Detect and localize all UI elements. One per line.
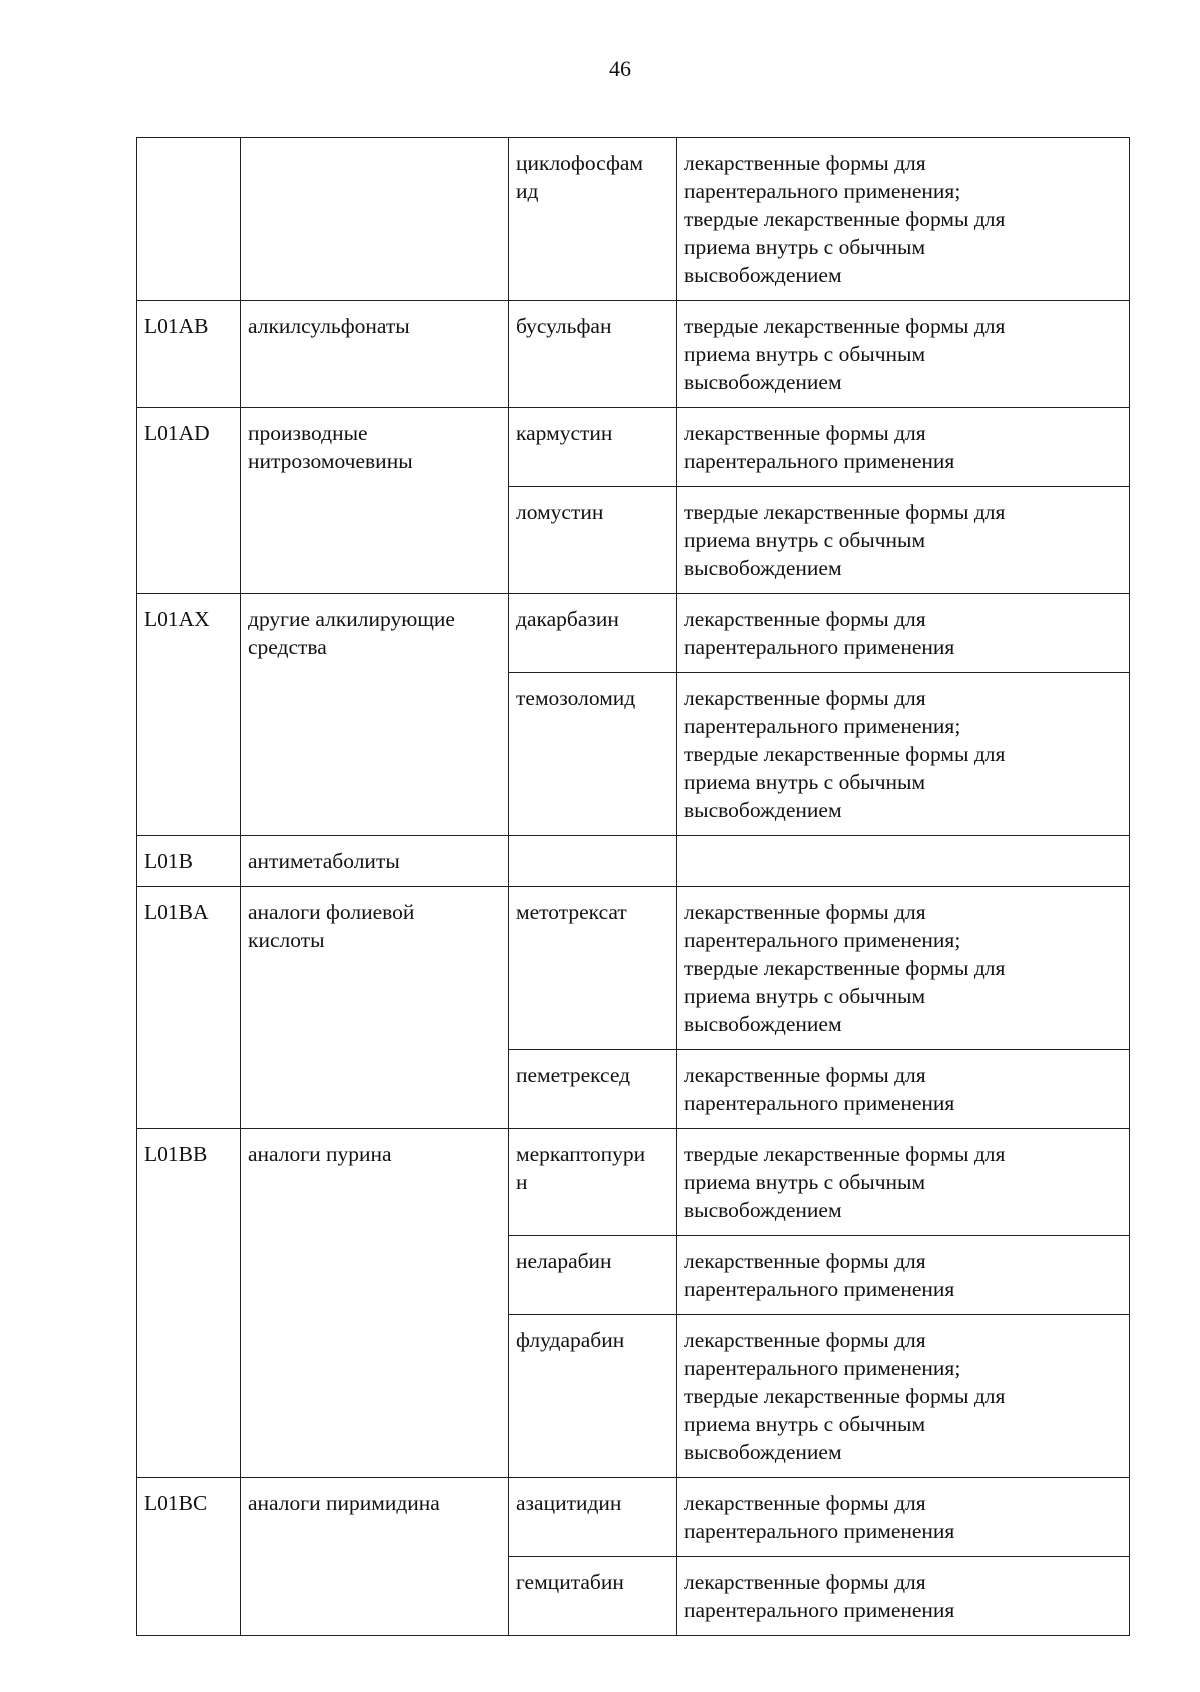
group-cell xyxy=(241,836,509,887)
dosage-form-line: парентерального применения xyxy=(684,1277,955,1301)
dosage-form-line: парентерального применения xyxy=(684,1091,955,1115)
drug-name-line: ломустин xyxy=(516,500,604,524)
dosage-forms-cell xyxy=(677,408,1130,487)
dosage-form-line: твердые лекарственные формы для xyxy=(684,742,1006,766)
atc-code-cell: L01BC xyxy=(137,1478,241,1636)
group-cell xyxy=(241,1478,509,1636)
drug-name-line: гемцитабин xyxy=(516,1570,624,1594)
drug-cell xyxy=(509,594,677,673)
dosage-form-line: высвобождением xyxy=(684,263,842,287)
dosage-form-line: лекарственные формы для xyxy=(684,1491,926,1515)
group-name-line: антиметаболиты xyxy=(248,849,400,873)
group-name-line: кислоты xyxy=(248,928,325,952)
group-cell xyxy=(241,408,509,594)
dosage-form-line: высвобождением xyxy=(684,1012,842,1036)
dosage-form-line: парентерального применения; xyxy=(684,1356,961,1380)
table-row xyxy=(137,836,1130,887)
group-cell xyxy=(241,138,509,301)
drug-cell xyxy=(509,301,677,408)
dosage-form-line: лекарственные формы для xyxy=(684,1570,926,1594)
group-name-line: аналоги пурина xyxy=(248,1142,392,1166)
group-name-line: аналоги пиримидина xyxy=(248,1491,440,1515)
dosage-forms-cell xyxy=(677,673,1130,836)
dosage-form-line: твердые лекарственные формы для xyxy=(684,500,1006,524)
dosage-forms-cell xyxy=(677,1315,1130,1478)
drug-name-line: меркаптопури xyxy=(516,1142,646,1166)
group-name-line: алкилсульфонаты xyxy=(248,314,410,338)
dosage-form-line: парентерального применения xyxy=(684,1519,955,1543)
dosage-form-line: парентерального применения xyxy=(684,1598,955,1622)
drug-cell xyxy=(509,836,677,887)
drug-name-line: азацитидин xyxy=(516,1491,622,1515)
drug-cell xyxy=(509,1478,677,1557)
dosage-form-line: твердые лекарственные формы для xyxy=(684,956,1006,980)
dosage-form-line: твердые лекарственные формы для xyxy=(684,314,1006,338)
group-cell xyxy=(241,887,509,1129)
dosage-form-line: лекарственные формы для xyxy=(684,421,926,445)
table-row xyxy=(137,408,1130,487)
group-name-line: средства xyxy=(248,635,327,659)
drug-cell xyxy=(509,138,677,301)
table-row xyxy=(137,887,1130,1050)
dosage-form-line: приема внутрь с обычным xyxy=(684,528,926,552)
drug-name-line: неларабин xyxy=(516,1249,612,1273)
dosage-form-line: приема внутрь с обычным xyxy=(684,984,926,1008)
group-cell xyxy=(241,301,509,408)
dosage-form-line: парентерального применения xyxy=(684,449,955,473)
drug-cell xyxy=(509,673,677,836)
table-row xyxy=(137,138,1130,301)
group-cell xyxy=(241,594,509,836)
drug-cell xyxy=(509,408,677,487)
drug-name-line: циклофосфам xyxy=(516,151,644,175)
drug-cell xyxy=(509,887,677,1050)
dosage-form-line: лекарственные формы для xyxy=(684,151,926,175)
drug-cell xyxy=(509,1557,677,1636)
dosage-form-line: лекарственные формы для xyxy=(684,1328,926,1352)
drug-name-line: ид xyxy=(516,179,539,203)
drug-name-line: пеметрексед xyxy=(516,1063,631,1087)
dosage-form-line: парентерального применения; xyxy=(684,179,961,203)
atc-code-cell xyxy=(137,138,241,301)
page-number: 46 xyxy=(609,56,631,81)
drug-name-line: дакарбазин xyxy=(516,607,619,631)
dosage-form-line: твердые лекарственные формы для xyxy=(684,1384,1006,1408)
drug-name-line: бусульфан xyxy=(516,314,612,338)
dosage-form-line: высвобождением xyxy=(684,1198,842,1222)
table-row xyxy=(137,594,1130,673)
drug-table xyxy=(136,137,1130,1636)
dosage-form-line: высвобождением xyxy=(684,370,842,394)
table-row xyxy=(137,1129,1130,1236)
group-name-line: аналоги фолиевой xyxy=(248,900,415,924)
atc-code-cell: L01AD xyxy=(137,408,241,594)
dosage-form-line: лекарственные формы для xyxy=(684,900,926,924)
dosage-forms-cell xyxy=(677,1557,1130,1636)
group-name-line: производные xyxy=(248,421,368,445)
atc-code-cell: L01AB xyxy=(137,301,241,408)
table-row xyxy=(137,1478,1130,1557)
dosage-form-line: приема внутрь с обычным xyxy=(684,1412,926,1436)
dosage-forms-cell xyxy=(677,594,1130,673)
dosage-form-line: высвобождением xyxy=(684,1440,842,1464)
group-cell xyxy=(241,1129,509,1478)
drug-cell xyxy=(509,1050,677,1129)
dosage-forms-cell xyxy=(677,887,1130,1050)
drug-cell xyxy=(509,1236,677,1315)
atc-code-cell: L01B xyxy=(137,836,241,887)
dosage-form-line: приема внутрь с обычным xyxy=(684,1170,926,1194)
dosage-form-line: лекарственные формы для xyxy=(684,686,926,710)
dosage-form-line: лекарственные формы для xyxy=(684,607,926,631)
drug-name-line: темозоломид xyxy=(516,686,636,710)
group-name-line: другие алкилирующие xyxy=(248,607,455,631)
dosage-forms-cell xyxy=(677,836,1130,887)
dosage-form-line: парентерального применения xyxy=(684,635,955,659)
dosage-form-line: лекарственные формы для xyxy=(684,1063,926,1087)
atc-code-cell: L01AX xyxy=(137,594,241,836)
atc-code-cell: L01BB xyxy=(137,1129,241,1478)
group-name-line: нитрозомочевины xyxy=(248,449,413,473)
dosage-forms-cell xyxy=(677,138,1130,301)
dosage-form-line: приема внутрь с обычным xyxy=(684,342,926,366)
dosage-form-line: высвобождением xyxy=(684,798,842,822)
dosage-form-line: парентерального применения; xyxy=(684,928,961,952)
dosage-forms-cell xyxy=(677,1478,1130,1557)
drug-cell xyxy=(509,1315,677,1478)
dosage-form-line: приема внутрь с обычным xyxy=(684,235,926,259)
dosage-forms-cell xyxy=(677,1129,1130,1236)
dosage-forms-cell xyxy=(677,1050,1130,1129)
drug-name-line: кармустин xyxy=(516,421,613,445)
drug-name-line: метотрексат xyxy=(516,900,627,924)
dosage-form-line: твердые лекарственные формы для xyxy=(684,207,1006,231)
drug-cell xyxy=(509,487,677,594)
dosage-forms-cell xyxy=(677,301,1130,408)
dosage-form-line: твердые лекарственные формы для xyxy=(684,1142,1006,1166)
table-row xyxy=(137,301,1130,408)
dosage-forms-cell xyxy=(677,487,1130,594)
dosage-form-line: высвобождением xyxy=(684,556,842,580)
dosage-form-line: лекарственные формы для xyxy=(684,1249,926,1273)
dosage-form-line: парентерального применения; xyxy=(684,714,961,738)
atc-code-cell: L01BA xyxy=(137,887,241,1129)
dosage-forms-cell xyxy=(677,1236,1130,1315)
drug-name-line: н xyxy=(516,1170,528,1194)
drug-name-line: флударабин xyxy=(516,1328,625,1352)
dosage-form-line: приема внутрь с обычным xyxy=(684,770,926,794)
drug-cell xyxy=(509,1129,677,1236)
